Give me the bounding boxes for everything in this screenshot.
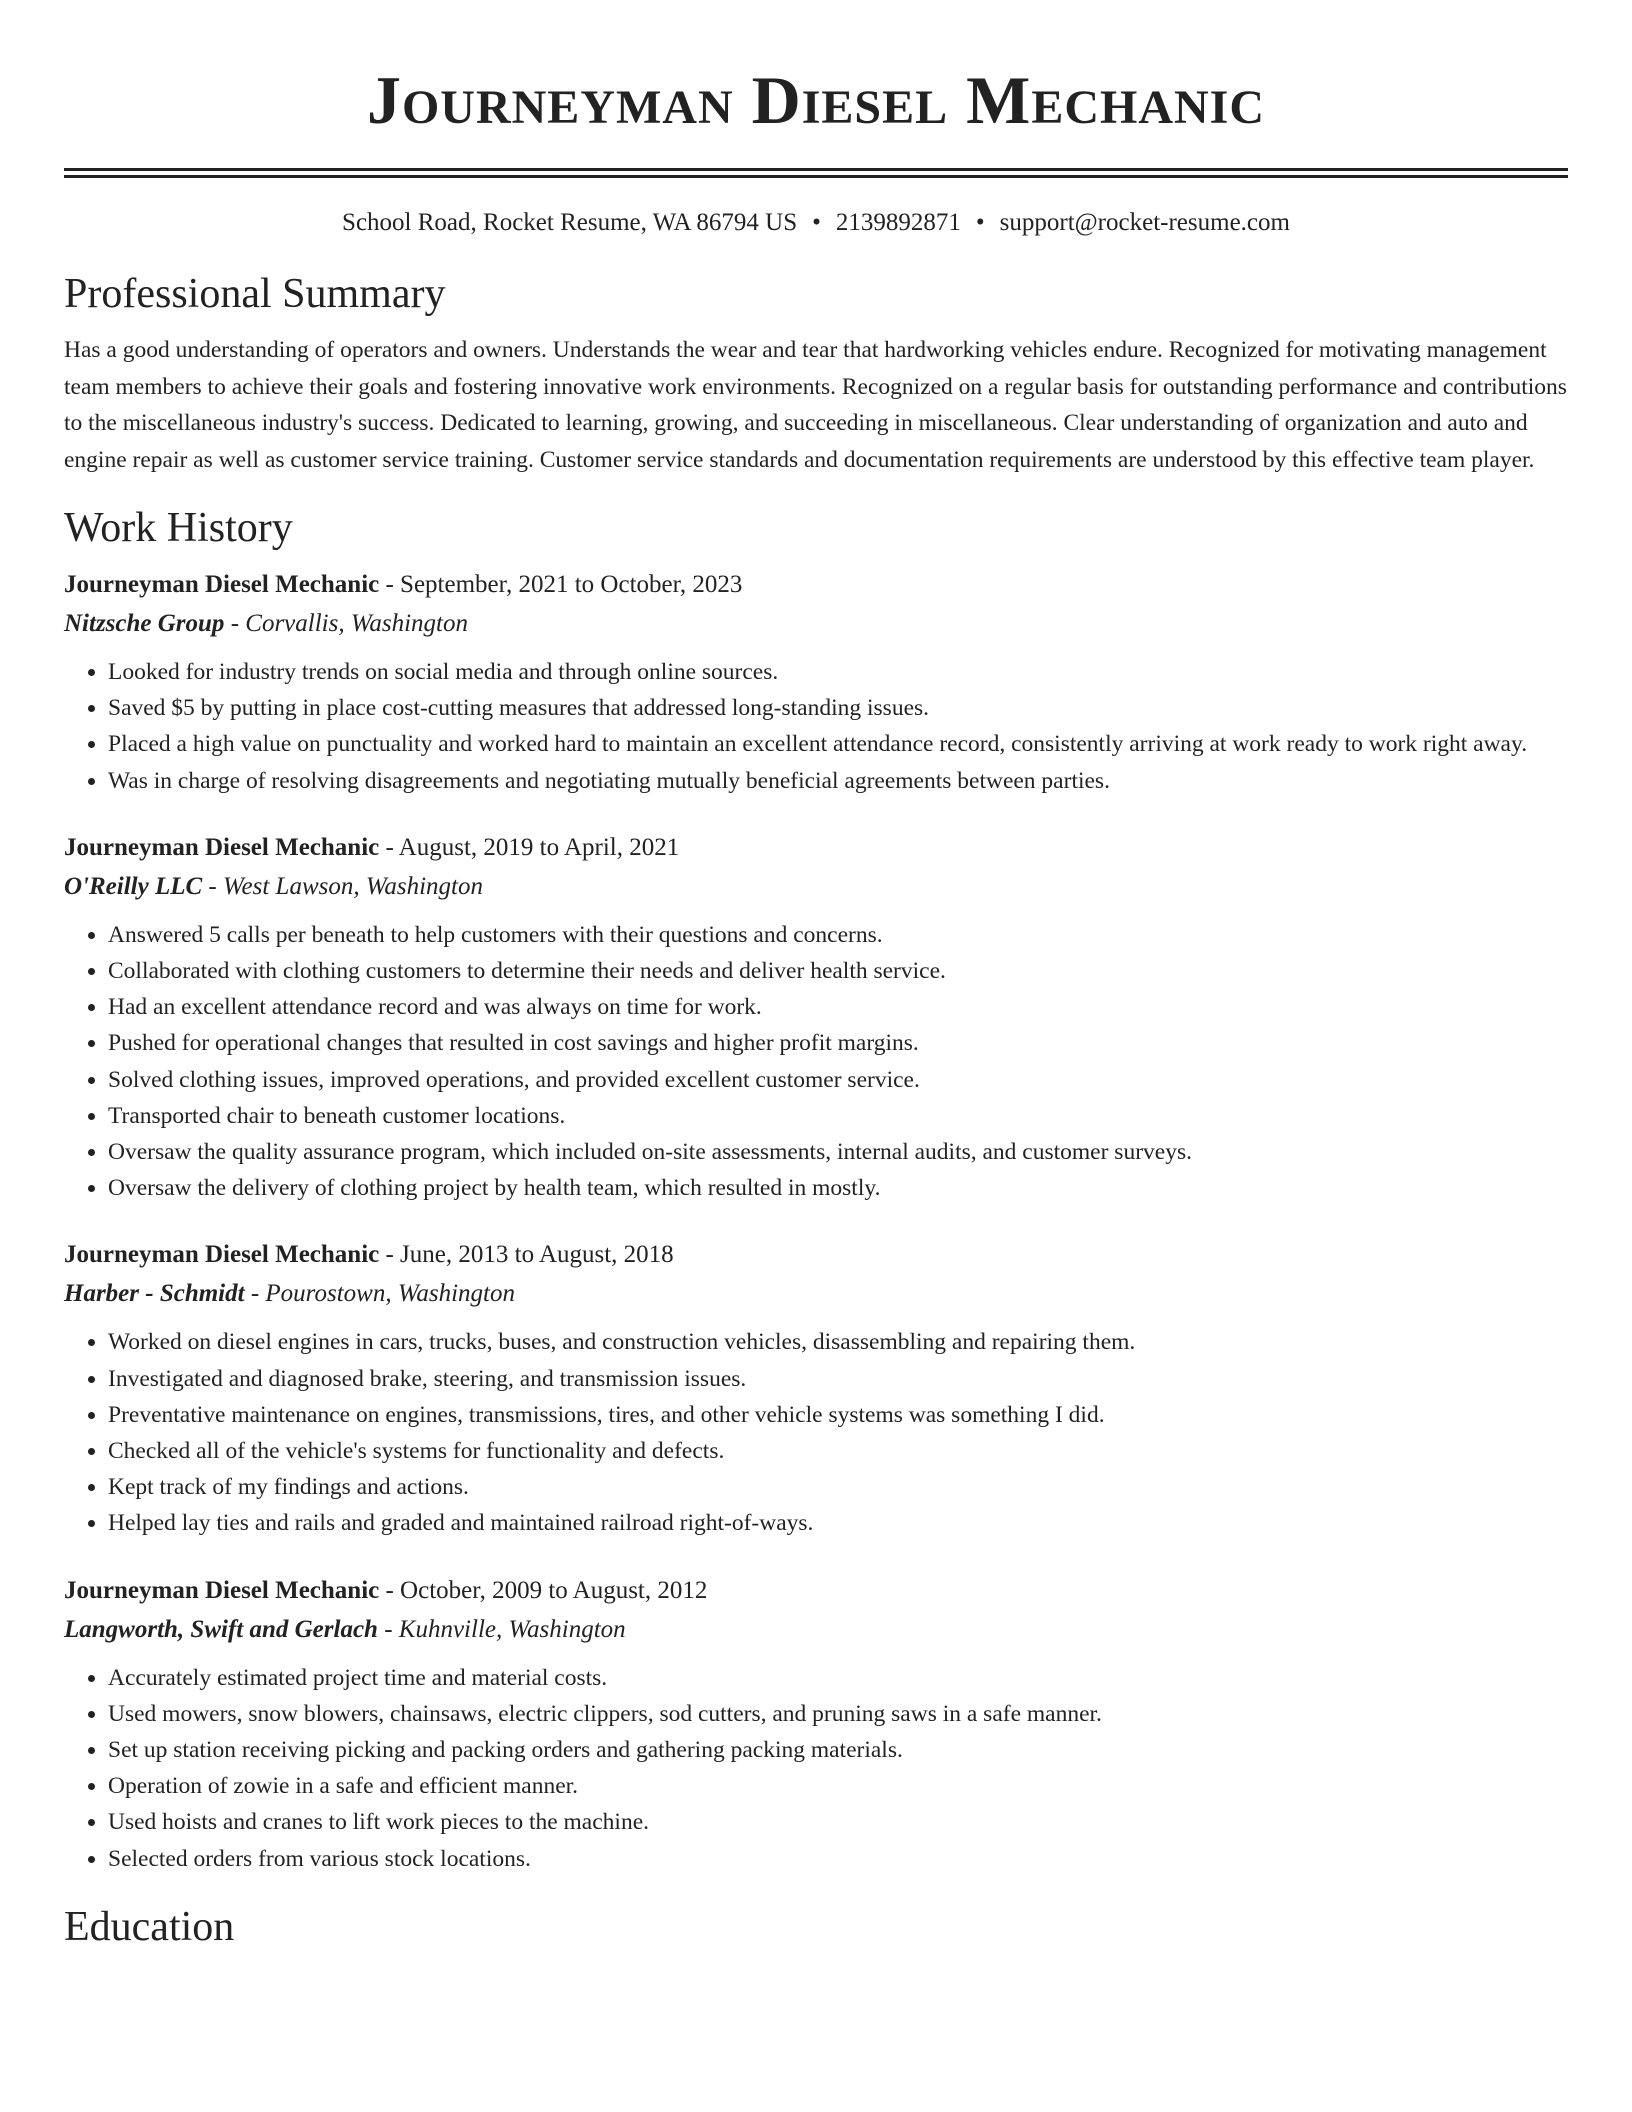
contact-line — [64, 206, 1568, 240]
job-bullet: • Was in charge of resolving disagreements and negotiating mutually beneficial agreements between parties. — [108, 763, 1568, 799]
job-bullet: • Helped lay ties and rails and graded and maintained railroad right-of-ways. — [108, 1505, 1568, 1541]
job-location: - Pourostown, Washington — [244, 1280, 515, 1308]
job-bullets — [64, 1324, 1568, 1541]
job-bullet: • Set up station receiving picking and packing orders and gathering packing materials. — [108, 1732, 1568, 1768]
job-bullet: • Had an excellent attendance record and was always on time for work. — [108, 989, 1568, 1025]
job-header — [64, 829, 1568, 867]
job-entry — [64, 829, 1568, 1207]
job-bullet: • Transported chair to beneath customer locations. — [108, 1098, 1568, 1134]
contact-address: School Road, Rocket Resume, WA 86794 US — [342, 209, 798, 236]
job-bullet: • Investigated and diagnosed brake, steering, and transmission issues. — [108, 1361, 1568, 1397]
contact-phone: 2139892871 — [835, 209, 961, 236]
job-bullet: • Accurately estimated project time and material costs. — [108, 1660, 1568, 1696]
job-location: - West Lawson, Washington — [202, 872, 484, 900]
job-bullet: • Pushed for operational changes that resulted in cost savings and higher profit margins. — [108, 1025, 1568, 1061]
contact-separator: • — [812, 209, 821, 236]
contact-separator: • — [975, 209, 985, 236]
work-history-heading: Work History — [64, 505, 293, 551]
job-company: Langworth, Swift and Gerlach — [64, 1615, 378, 1643]
job-bullet: • Looked for industry trends on social media and through online sources. — [108, 654, 1568, 690]
job-bullet: • Oversaw the quality assurance program, which included on-site assessments, internal audits, and customer surveys. — [108, 1134, 1568, 1170]
job-bullet: • Solved clothing issues, improved operations, and provided excellent customer service. — [108, 1062, 1568, 1098]
job-entry — [64, 566, 1568, 799]
job-bullet: • Checked all of the vehicle's systems for functionality and defects. — [108, 1433, 1568, 1469]
job-entry — [64, 1236, 1568, 1541]
job-dates: - August, 2019 to April, 2021 — [379, 833, 680, 861]
job-entry — [64, 1572, 1568, 1877]
job-dates: - June, 2013 to August, 2018 — [379, 1241, 674, 1269]
job-company-line — [64, 604, 1568, 644]
job-bullets — [64, 917, 1568, 1207]
job-bullet: • Used mowers, snow blowers, chainsaws, electric clippers, sod cutters, and pruning saws in a safe manner. — [108, 1696, 1568, 1732]
job-bullet: • Saved $5 by putting in place cost-cutting measures that addressed long-standing issues. — [108, 690, 1568, 726]
job-bullet: • Selected orders from various stock locations. — [108, 1841, 1568, 1877]
job-bullet: • Kept track of my findings and actions. — [108, 1469, 1568, 1505]
job-role: Journeyman Diesel Mechanic — [64, 1576, 380, 1604]
job-company: Nitzsche Group — [64, 610, 225, 637]
job-header — [64, 1236, 1568, 1274]
job-bullet: • Collaborated with clothing customers to determine their needs and deliver health service. — [108, 953, 1568, 989]
job-bullet: • Preventative maintenance on engines, transmissions, tires, and other vehicle systems was something I did. — [108, 1397, 1568, 1433]
contact-email: support@rocket-resume.com — [999, 209, 1290, 236]
job-company-line — [64, 1274, 1568, 1314]
education-heading: Education — [64, 1903, 235, 1950]
job-dates: - September, 2021 to October, 2023 — [379, 571, 743, 598]
job-bullet: • Operation of zowie in a safe and efficient manner. — [108, 1768, 1568, 1804]
job-bullet: • Placed a high value on punctuality and worked hard to maintain an excellent attendance record, consistently arriving at work ready to work right away. — [108, 726, 1568, 762]
job-company-line — [64, 1610, 1568, 1650]
job-dates: - October, 2009 to August, 2012 — [379, 1576, 708, 1604]
job-company: Harber - Schmidt — [64, 1280, 245, 1308]
job-role: Journeyman Diesel Mechanic — [64, 571, 380, 598]
job-bullet: • Oversaw the delivery of clothing project by health team, which resulted in mostly. — [108, 1170, 1568, 1206]
job-bullet: • Worked on diesel engines in cars, trucks, buses, and construction vehicles, disassembling and repairing them. — [108, 1324, 1568, 1360]
summary-text: Has a good understanding of operators and owners. Understands the wear and tear that hardworking vehicles endure. Recognized for motivating management team members to achieve their goals and fostering innovative work environments. Recognized on a regular basis for outstanding performance and contributions to the miscellaneous industry's success. Dedicated to learning, growing, and succeeding in miscellaneous. Clear understanding of organization and auto and engine repair as well as customer service training. Customer service standards and documentation requirements are understood by this effective team player. — [64, 337, 1567, 473]
job-location: - Kuhnville, Washington — [377, 1615, 626, 1643]
job-header — [64, 566, 1568, 604]
job-bullet: • Answered 5 calls per beneath to help customers with their questions and concerns. — [108, 917, 1568, 953]
job-role: Journeyman Diesel Mechanic — [64, 833, 380, 861]
job-location: - Corvallis, Washington — [224, 610, 468, 637]
job-role: Journeyman Diesel Mechanic — [64, 1241, 380, 1269]
job-bullets — [64, 1660, 1568, 1877]
title-double-rule — [64, 168, 1568, 178]
job-header — [64, 1572, 1568, 1610]
summary-heading: Professional Summary — [64, 271, 446, 317]
job-company: O'Reilly LLC — [64, 872, 203, 900]
job-bullet: • Used hoists and cranes to lift work pieces to the machine. — [108, 1804, 1568, 1840]
resume-title: Journeyman Diesel Mechanic — [366, 62, 1266, 138]
job-bullets — [64, 654, 1568, 799]
job-company-line — [64, 867, 1568, 907]
